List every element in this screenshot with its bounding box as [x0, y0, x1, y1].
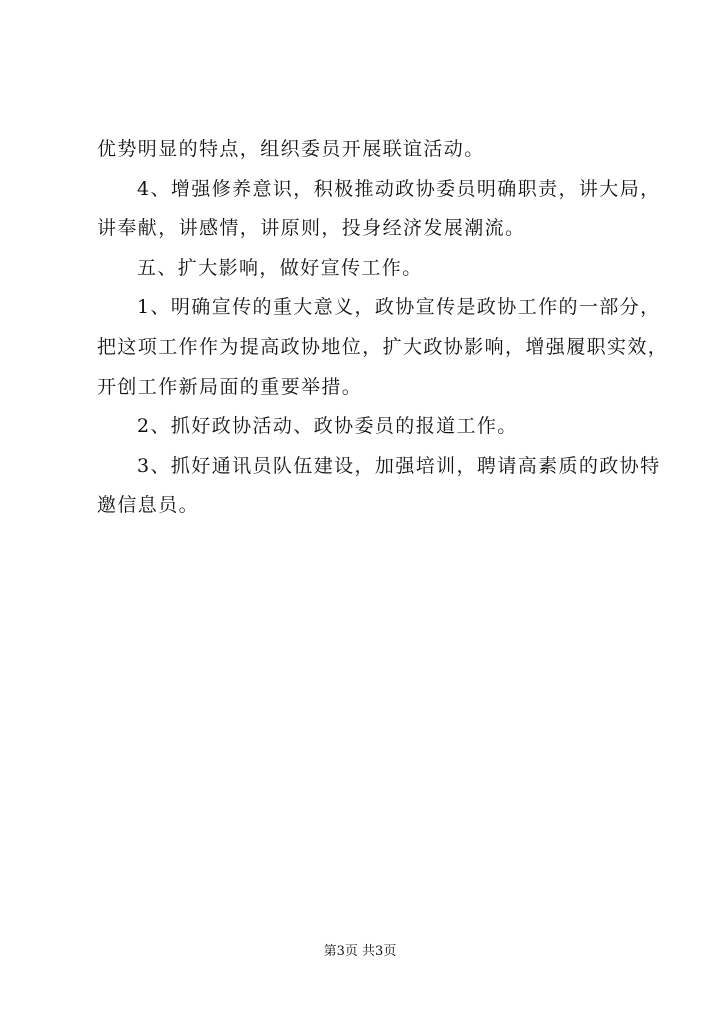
text-line: 讲奉献，讲感情，讲原则，投身经济发展潮流。	[97, 217, 526, 240]
text-line: 3、抓好通讯员队伍建设，加强培训，聘请高素质的政协特	[137, 454, 661, 477]
document-body	[97, 130, 669, 526]
page-number-footer: 第3页 共3页	[323, 944, 397, 959]
text-line: 2、抓好政协活动、政协委员的报道工作。	[137, 415, 518, 438]
text-line: 1、明确宣传的重大意义，政协宣传是政协工作的一部分，	[137, 296, 661, 319]
text-line: 优势明显的特点，组织委员开展联谊活动。	[97, 138, 485, 160]
text-line: 4、增强修养意识，积极推动政协委员明确职责，讲大局，	[137, 177, 661, 200]
text-line: 把这项工作作为提高政协地位，扩大政协影响，增强履职实效，	[97, 335, 669, 358]
text-line: 开创工作新局面的重要举措。	[97, 375, 363, 398]
text-line: 邀信息员。	[97, 494, 200, 517]
section-heading: 五、扩大影响，做好宣传工作。	[137, 256, 423, 279]
